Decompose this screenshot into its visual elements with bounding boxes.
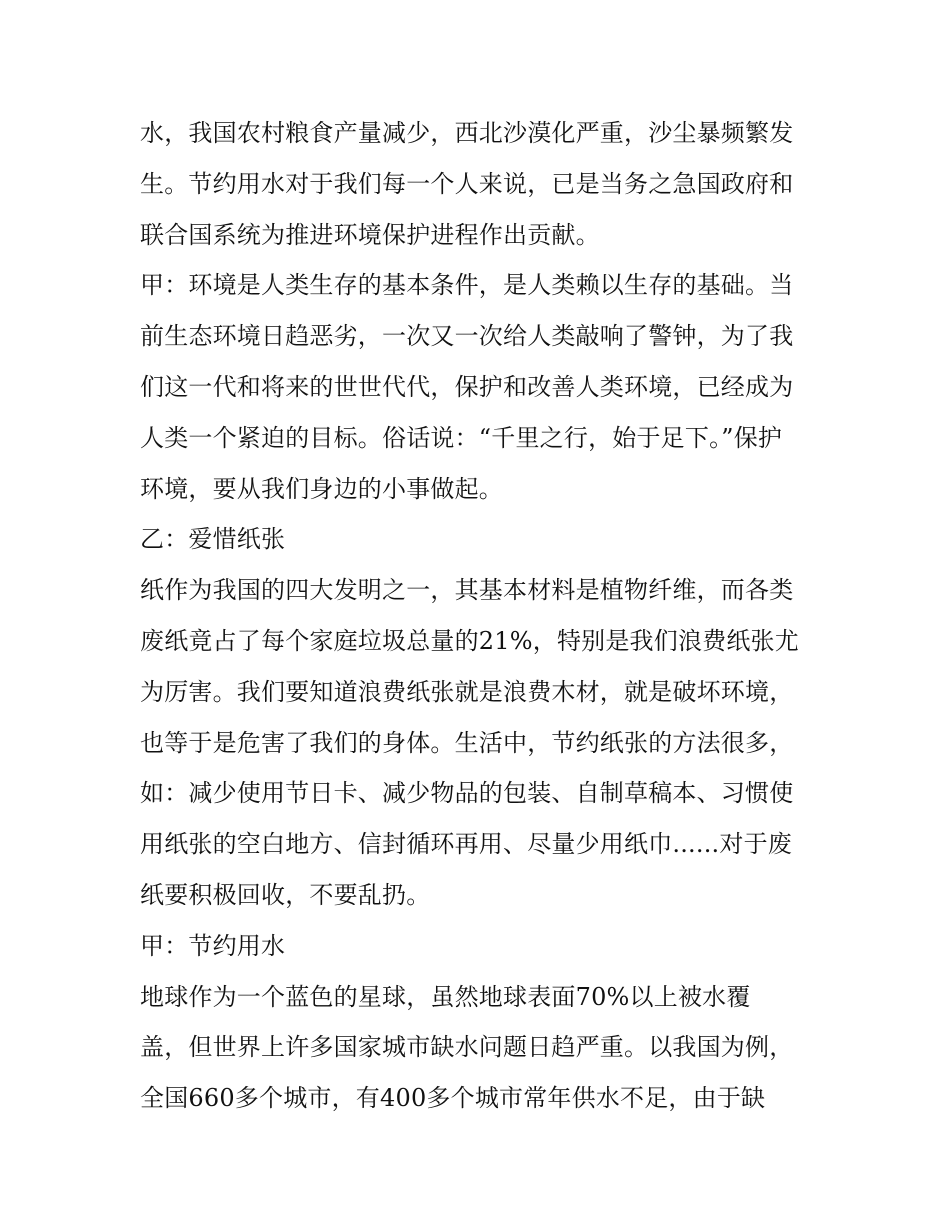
speaker-line-jia: 甲：环境是人类生存的基本条件，是人类赖以生存的基础。当 [140,271,794,300]
text-line: 人类一个紧迫的目标。俗话说：“千里之行，始于足下。”保护 [140,423,783,452]
text-line: 环境，要从我们身边的小事做起。 [140,474,503,503]
document-page [140,108,820,1124]
section-heading-water: 甲：节约用水 [140,931,286,960]
text-line: 盖，但世界上许多国家城市缺水问题日趋严重。以我国为例， [140,1033,794,1062]
section-heading-paper: 乙：爱惜纸张 [140,525,286,554]
text-line: 为厉害。我们要知道浪费纸张就是浪费木材，就是破坏环境， [140,677,794,706]
text-line: 全国660多个城市，有400多个城市常年供水不足，由于缺 [140,1084,766,1113]
text-line: 废纸竟占了每个家庭垃圾总量的21%，特别是我们浪费纸张尤 [140,626,799,655]
text-line: 水，我国农村粮食产量减少，西北沙漠化严重，沙尘暴频繁发 [140,119,794,147]
text-line: 们这一代和将来的世世代代，保护和改善人类环境，已经成为 [140,372,794,401]
text-line: 地球作为一个蓝色的星球，虽然地球表面70%以上被水覆 [140,982,751,1011]
text-line: 前生态环境日趋恶劣，一次又一次给人类敲响了警钟，为了我 [140,322,794,351]
text-line: 纸要积极回收，不要乱扔。 [140,880,431,909]
text-line: 也等于是危害了我们的身体。生活中，节约纸张的方法很多， [140,728,794,757]
text-line: 如：减少使用节日卡、减少物品的包装、自制草稿本、习惯使 [140,779,794,808]
text-line: 用纸张的空白地方、信封循环再用、尽量少用纸巾......对于废 [140,830,792,859]
text-line: 联合国系统为推进环境保护进程作出贡献。 [140,220,600,249]
text-line: 纸作为我国的四大发明之一，其基本材料是植物纤维，而各类 [140,576,794,605]
text-line: 生。节约用水对于我们每一个人来说，已是当务之急国政府和 [140,169,794,198]
